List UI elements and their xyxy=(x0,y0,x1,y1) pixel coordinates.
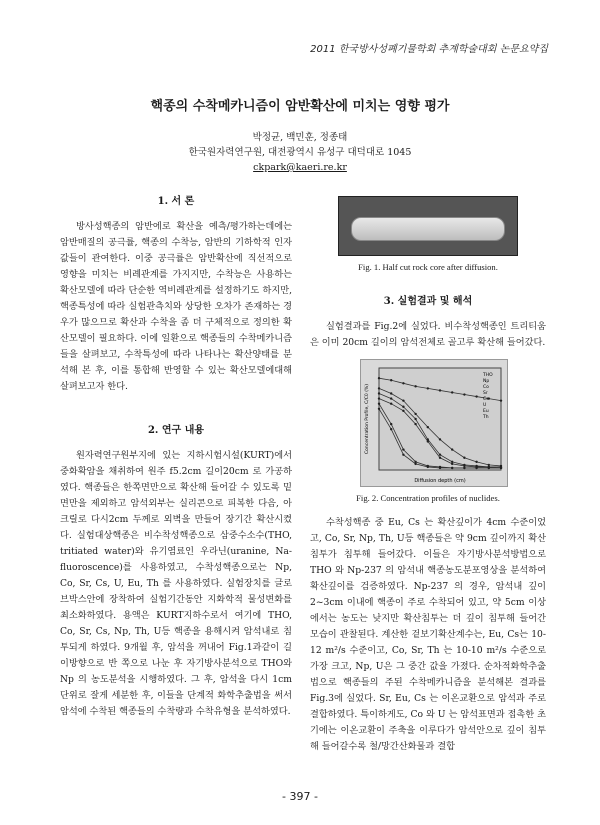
intro-heading: 1. 서 론 xyxy=(157,196,195,207)
affiliation: 한국원자력연구원, 대전광역시 유성구 대덕대로 1045 xyxy=(188,147,412,158)
running-header: 2011 한국방사성폐기물학회 추계학술대회 논문요약집 xyxy=(310,44,548,55)
results-paragraph-1: 실험결과를 Fig.2에 실었다. 비수착성핵종인 트리티움은 이미 20cm 길이의 암석전체로 골고루 확산해 들어갔다. xyxy=(310,321,546,348)
data-point xyxy=(390,428,392,430)
data-point xyxy=(378,408,380,410)
data-point xyxy=(414,413,416,415)
data-point xyxy=(463,467,465,469)
data-point xyxy=(414,463,416,465)
data-point xyxy=(427,426,429,428)
right-column xyxy=(310,188,546,755)
data-point xyxy=(500,399,502,401)
legend-entry: Sr xyxy=(483,391,488,396)
legend-entry: U xyxy=(483,403,487,408)
intro-paragraph: 방사성핵종의 암반에로 확산을 예측/평가하는데에는 암반매질의 공극률, 핵종의 수착능, 암반의 기하학적 인자값들이 관여한다. 이중 공극률은 암반확산에 직선적으로 영향을 미치는 비례관계를 가지지만, 수착능은 사용하는 확산모델에 따라 단순한 역비례관계를 설정하기도 하지만, 핵종특성에 따라 실험관측치와 상당한 오차가 존재하는 경우가 많으므로 확산과 수착을 좀 더 구체적으로 정의한 확산모델이 필요하다. 이에 일환으로 핵종들의 수착메카니즘들을 살펴보고, 수착특성에 따라 나타나는 확산양태를 분석해 본 후, 이를 통합해 반영할 수 있는 확산모델에대해 살펴보고자 한다. xyxy=(60,221,292,392)
data-point xyxy=(390,403,392,405)
data-point xyxy=(463,457,465,459)
data-point xyxy=(488,467,490,469)
data-point xyxy=(390,392,392,394)
concentration-chart xyxy=(360,359,508,487)
data-point xyxy=(451,467,453,469)
y-axis-label: Concentration Profile, C/C0 (%) xyxy=(365,384,370,454)
data-point xyxy=(451,463,453,465)
data-point xyxy=(475,467,477,469)
rock-core-photo xyxy=(338,196,518,256)
data-point xyxy=(439,438,441,440)
data-point xyxy=(427,387,429,389)
page-number: - 397 - xyxy=(282,790,318,803)
data-point xyxy=(378,397,380,399)
data-point xyxy=(500,467,502,469)
results-heading: 3. 실험결과 및 해석 xyxy=(383,296,473,307)
data-point xyxy=(378,403,380,405)
fig1-caption: Fig. 1. Half cut rock core after diffusion. xyxy=(358,262,498,272)
data-point xyxy=(427,440,429,442)
data-point xyxy=(390,423,392,425)
legend-entry: Th xyxy=(483,415,489,420)
fig2-caption: Fig. 2. Concentration profiles of nuclides. xyxy=(356,493,500,503)
paper-title: 핵종의 수착메카니즘이 암반확산에 미치는 영향 평가 xyxy=(150,99,450,114)
x-axis-label: Diffusion depth (cm) xyxy=(414,478,466,484)
data-point xyxy=(402,406,404,408)
data-point xyxy=(451,391,453,393)
methods-heading: 2. 연구 내용 xyxy=(147,425,205,436)
legend-entry: Eu xyxy=(483,409,489,414)
data-point xyxy=(414,423,416,425)
data-point xyxy=(390,379,392,381)
data-point xyxy=(475,461,477,463)
data-point xyxy=(427,466,429,468)
data-point xyxy=(402,382,404,384)
data-point xyxy=(402,454,404,456)
results-paragraph-2: 수착성핵종 중 Eu, Cs 는 확산깊이가 4cm 수준이었고, Co, Sr, Np, Th, U등 핵종들은 약 9cm 깊이까지 확산침투가 침투해 들어갔다. 이들은 자기방사분석방법으로 THO 와 Np-237 의 암석내 핵종농도분포영상을 분석하여 확산깊이를 검증하였다. Np-237 의 경우, 암석내 깊이 2~3cm 이내에 핵종이 주로 수착되어 있고, 약 5cm 이상에서는 농도는 낮지만 확산침투는 더 깊이 침투해 들어간 모습이 관찰된다. 계산한 겉보기확산계수는, Eu, Cs는 10-12 m²/s 수준이고, Co, Sr, Th 는 10-10 m²/s 수준으로 가장 크고, Np, U은 그 중간 값을 가졌다. 순차적화학추출법으로 핵종들의 주된 수착메카니즘을 분석해본 결과를 Fig.3에 실었다. Sr, Eu, Cs 는 이온교환으로 암석과 주로 결합하였다. 특이하게도, Co 와 U 는 암석표면과 접촉한 초기에는 이온교환이 주축을 이루다가 암석안으로 깊이 침투해 들어갈수록 철/망간산화물과 결합 xyxy=(310,517,546,752)
author-email-link[interactable]: ckpark@kaeri.re.kr xyxy=(253,162,347,173)
author-block xyxy=(0,130,600,175)
data-point xyxy=(463,393,465,395)
rock-core-half xyxy=(351,217,505,241)
data-point xyxy=(390,397,392,399)
data-point xyxy=(402,448,404,450)
data-point xyxy=(439,467,441,469)
legend-entry: Np xyxy=(483,379,490,384)
data-point xyxy=(475,395,477,397)
data-point xyxy=(402,410,404,412)
data-point xyxy=(378,392,380,394)
legend-entry: Cs xyxy=(483,397,489,402)
methods-paragraph: 원자력연구원부지에 있는 지하시험시설(KURT)에서 중화확암을 채취하여 원주 f5.2cm 길이20cm 로 가공하였다. 핵종들은 한쪽면만으로 확산해 들어갈 수 있도록 밑면만을 제외하고 암석외부는 실리콘으로 피복한 다음, 아크릴로 다시2cm 두께로 외벽을 만들어 장기간 확산시켰다. 실험대상핵종은 비수착성핵종으로 삼중수소수(THO, tritiated water)와 유기염료인 우라닌(uranine, Na-fluoroscence)를 사용하였고, 수착성핵종으로는 Np, Co, Sr, Cs, U, Eu, Th 를 사용하였다. 실험장치를 글로브박스안에 장착하여 실험기간동안 지화학적 물성변화를 최소화하였다. 용액은 KURT지하수로서 여기에 THO, Co, Sr, Cs, Np, Th, U등 핵종을 용해시켜 암석내로 침투되게 하였다. 9개월 후, 암석을 꺼내어 Fig.1과같이 길이방향으로 반 쪽으로 나눈 후 자기방사분석으로 THO와 Np 의 농도분석을 시행하였다. 그 후, 암석을 다시 1cm 단위로 잘게 세분한 후, 이들을 단계적 화학추출법을 써서 암석에 수착된 핵종들의 수착량과 수착유형을 분석하였다. xyxy=(60,450,292,717)
data-point xyxy=(402,399,404,401)
legend-entry: Co xyxy=(483,385,489,390)
data-point xyxy=(378,387,380,389)
legend-entry: THO xyxy=(483,373,493,378)
data-point xyxy=(414,385,416,387)
data-point xyxy=(378,377,380,379)
concentration-chart-svg xyxy=(361,360,507,486)
data-point xyxy=(439,389,441,391)
data-point xyxy=(439,457,441,459)
data-point xyxy=(414,418,416,420)
author-names: 박정균, 백민훈, 정종태 xyxy=(252,132,348,143)
left-column xyxy=(60,192,292,720)
data-point xyxy=(451,448,453,450)
data-point xyxy=(439,454,441,456)
